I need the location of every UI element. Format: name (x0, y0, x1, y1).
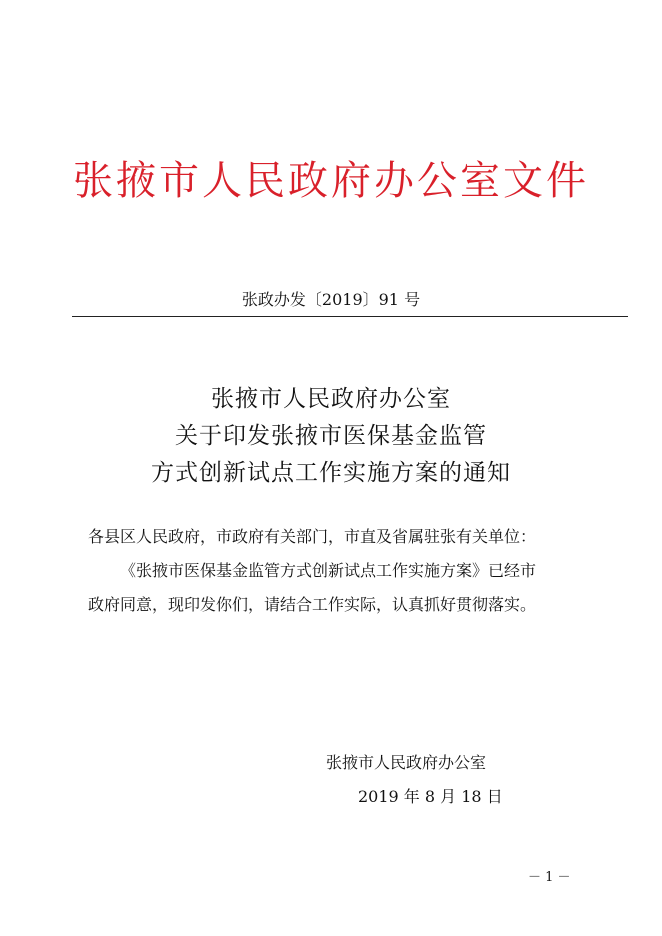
salutation: 各县区人民政府，市政府有关部门，市直及省属驻张有关单位： (88, 527, 537, 546)
body-paragraph-line: 政府同意，现印发你们，请结合工作实际，认真抓好贯彻落实。 (88, 595, 537, 614)
document-title-line: 张掖市人民政府办公室 (211, 386, 451, 412)
document-body (88, 520, 588, 622)
document-title-line: 方式创新试点工作实施方案的通知 (151, 460, 511, 486)
issue-date: 2019 年 8 月 18 日 (358, 787, 503, 806)
document-title (0, 381, 662, 492)
document-title-line: 关于印发张掖市医保基金监管 (175, 423, 487, 449)
red-header-title: 张掖市人民政府办公室文件 (73, 158, 589, 204)
issuer-name: 张掖市人民政府办公室 (326, 753, 487, 772)
body-paragraph-line: 《张掖市医保基金监管方式创新试点工作实施方案》已经市 (120, 561, 537, 580)
signature-block (326, 746, 503, 814)
document-number: 张政办发〔2019〕91 号 (241, 290, 421, 309)
header-divider-line (72, 316, 628, 317)
page-number: － 1 － (528, 870, 571, 885)
